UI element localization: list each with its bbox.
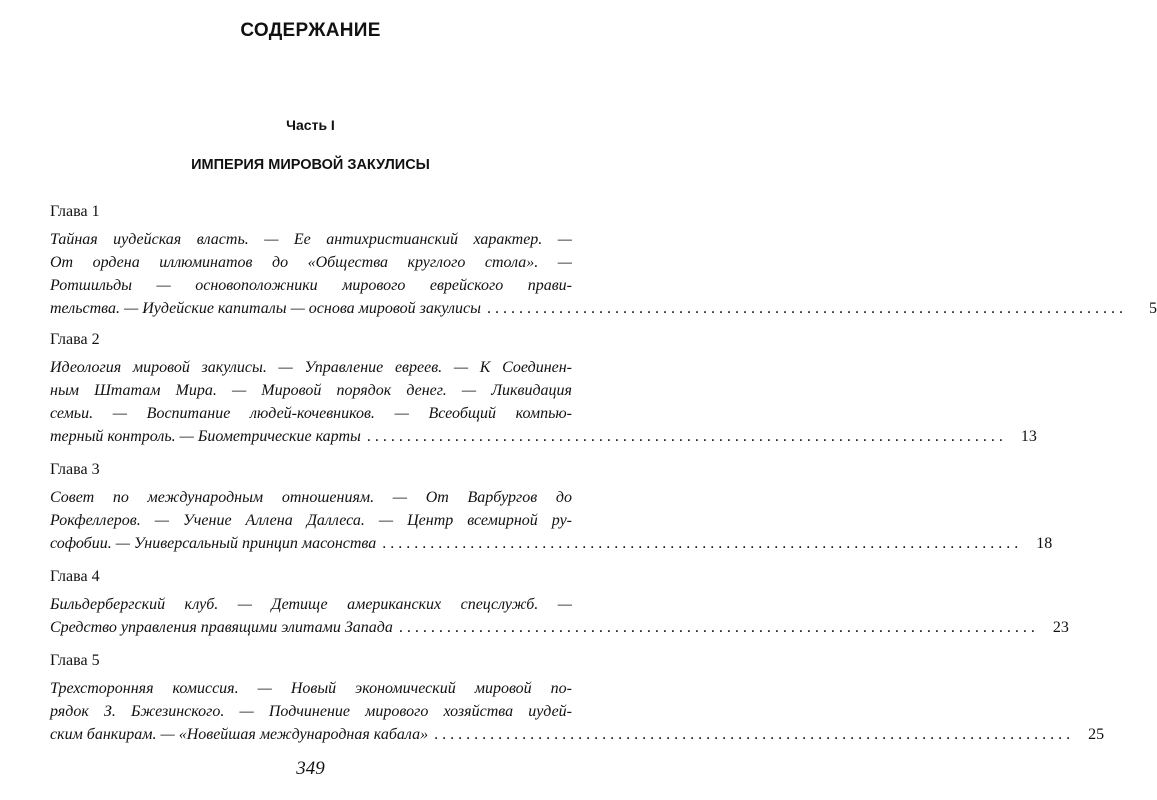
description-line: софобии. — Универсальный принцип масонства	[50, 535, 377, 552]
toc-entry-chapter-2[interactable]	[50, 330, 1037, 448]
description-last-line	[50, 425, 1037, 448]
description-line: рядок З. Бжезинского. — Подчинение мирового хозяйства иудей-	[50, 703, 572, 720]
chapter-description	[50, 593, 1069, 639]
page-ref: 18	[1036, 535, 1053, 552]
chapter-label: Глава 4	[50, 568, 100, 585]
description-line: семьи. — Воспитание людей-кочевников. — Всеобщий компью-	[50, 405, 572, 422]
dot-leader: ................................................................................	[434, 726, 1075, 743]
chapter-label: Глава 3	[50, 461, 100, 478]
page-ref: 25	[1088, 726, 1105, 743]
page-number: 349	[296, 758, 325, 779]
part-title: ИМПЕРИЯ МИРОВОЙ ЗАКУЛИСЫ	[191, 157, 430, 173]
page-ref: 5	[1148, 300, 1157, 317]
description-line: Рокфеллеров. — Учение Аллена Даллеса. — Центр всемирной ру-	[50, 512, 572, 529]
part-label: Часть I	[286, 117, 335, 133]
chapter-label: Глава 2	[50, 331, 100, 348]
description-line: От ордена иллюминатов до «Общества круглого стола». —	[50, 254, 572, 271]
description-last-line	[50, 532, 1053, 555]
dot-leader: ................................................................................	[382, 535, 1023, 552]
description-line: Тайная иудейская власть. — Ее антихристианский характер. —	[50, 231, 572, 248]
chapter-label: Глава 5	[50, 652, 100, 669]
dot-leader: ................................................................................	[366, 428, 1007, 445]
dot-leader: ................................................................................	[486, 300, 1127, 317]
toc-entry-chapter-3[interactable]	[50, 460, 1053, 555]
page-ref: 13	[1020, 428, 1037, 445]
dot-leader: ................................................................................	[398, 619, 1039, 636]
description-line: Совет по международным отношениям. — От Варбургов до	[50, 489, 572, 506]
description-line: ным Штатам Мира. — Мировой порядок денег. — Ликвидация	[50, 382, 572, 399]
chapter-description	[50, 228, 1157, 320]
chapter-description	[50, 677, 1105, 746]
description-line: Средство управления правящими элитами Запада	[50, 619, 393, 636]
description-line: тельства. — Иудейские капиталы — основа мировой закулисы	[50, 300, 481, 317]
description-line: Идеология мировой закулисы. — Управление евреев. — К Соединен-	[50, 359, 572, 376]
description-line: Трехсторонняя комиссия. — Новый экономический мировой по-	[50, 680, 572, 697]
chapter-description	[50, 356, 1037, 448]
description-line: терный контроль. — Биометрические карты	[50, 428, 361, 445]
toc-entry-chapter-5[interactable]	[50, 651, 1105, 746]
toc-entry-chapter-1[interactable]	[50, 202, 1157, 320]
description-last-line	[50, 297, 1157, 320]
description-line: ским банкирам. — «Новейшая международная кабала»	[50, 726, 429, 743]
page-title: СОДЕРЖАНИЕ	[240, 20, 381, 41]
chapter-label: Глава 1	[50, 203, 100, 220]
description-last-line	[50, 723, 1105, 746]
chapter-description	[50, 486, 1053, 555]
page-ref: 23	[1052, 619, 1069, 636]
description-line: Бильдербергский клуб. — Детище американских спецслужб. —	[50, 596, 572, 613]
description-line: Ротшильды — основоположники мирового еврейского прави-	[50, 277, 572, 294]
toc-entry-chapter-4[interactable]	[50, 567, 1069, 639]
description-last-line	[50, 616, 1069, 639]
